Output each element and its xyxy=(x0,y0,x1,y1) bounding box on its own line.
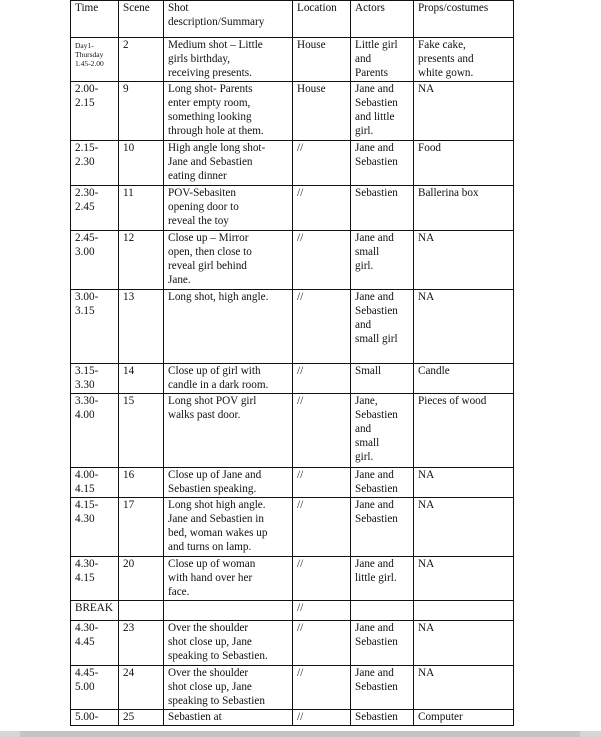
cell-actors: Small xyxy=(351,364,414,394)
cell-props: NA xyxy=(414,468,514,498)
cell-scene xyxy=(119,601,164,621)
cell-shot-description: Close up – Mirror open, then close to reveal girl behind Jane. xyxy=(164,231,293,290)
cell-time: 5.00- xyxy=(71,710,119,726)
table-row xyxy=(71,666,514,710)
cell-actors: Jane and Sebastien xyxy=(351,666,414,710)
cell-props: NA xyxy=(414,557,514,601)
cell-props: Ballerina box xyxy=(414,186,514,231)
table-row xyxy=(71,231,514,290)
header-scene: Scene xyxy=(119,1,164,38)
cell-actors: Jane and little girl. xyxy=(351,557,414,601)
cell-actors: Little girl and Parents xyxy=(351,38,414,82)
cell-scene: 9 xyxy=(119,82,164,141)
shooting-schedule-table xyxy=(70,0,514,726)
cell-time: 2.30- 2.45 xyxy=(71,186,119,231)
cell-location: House xyxy=(293,82,351,141)
cell-location: // xyxy=(293,621,351,666)
header-props: Props/costumes xyxy=(414,1,514,38)
cell-time: 4.45- 5.00 xyxy=(71,666,119,710)
cell-scene: 10 xyxy=(119,141,164,186)
cell-shot-description: Long shot- Parents enter empty room, something looking through hole at them. xyxy=(164,82,293,141)
cell-shot-description: POV-Sebasiten opening door to reveal the toy xyxy=(164,186,293,231)
cell-time: 2.45- 3.00 xyxy=(71,231,119,290)
cell-props: Computer xyxy=(414,710,514,726)
cell-location: // xyxy=(293,666,351,710)
cell-actors: Jane and small girl. xyxy=(351,231,414,290)
table-row xyxy=(71,290,514,364)
header-actors: Actors xyxy=(351,1,414,38)
cell-shot-description: Long shot POV girl walks past door. xyxy=(164,394,293,468)
header-row xyxy=(71,1,514,38)
cell-scene: 16 xyxy=(119,468,164,498)
table-row xyxy=(71,498,514,557)
cell-shot-description: Close up of girl with candle in a dark room. xyxy=(164,364,293,394)
cell-time: 2.00- 2.15 xyxy=(71,82,119,141)
table-row xyxy=(71,82,514,141)
cell-actors: Jane, Sebastien and small girl. xyxy=(351,394,414,468)
scrollbar-thumb[interactable] xyxy=(20,731,580,737)
table-row xyxy=(71,557,514,601)
cell-actors: Jane and Sebastien xyxy=(351,468,414,498)
cell-time: 3.30- 4.00 xyxy=(71,394,119,468)
cell-props: NA xyxy=(414,498,514,557)
cell-shot-description: Over the shoulder shot close up, Jane speaking to Sebastien. xyxy=(164,621,293,666)
cell-location: // xyxy=(293,601,351,621)
cell-props: Fake cake, presents and white gown. xyxy=(414,38,514,82)
cell-location: // xyxy=(293,710,351,726)
cell-scene: 14 xyxy=(119,364,164,394)
header-shot-description: Shot description/Summary xyxy=(164,1,293,38)
cell-scene: 11 xyxy=(119,186,164,231)
cell-actors: Jane and Sebastien xyxy=(351,141,414,186)
cell-location: // xyxy=(293,498,351,557)
cell-location: House xyxy=(293,38,351,82)
cell-props: NA xyxy=(414,82,514,141)
cell-location: // xyxy=(293,394,351,468)
cell-shot-description: High angle long shot- Jane and Sebastien eating dinner xyxy=(164,141,293,186)
cell-time: BREAK xyxy=(71,601,119,621)
cell-scene: 23 xyxy=(119,621,164,666)
cell-time: 4.15- 4.30 xyxy=(71,498,119,557)
cell-shot-description: Close up of woman with hand over her face. xyxy=(164,557,293,601)
cell-location: // xyxy=(293,468,351,498)
cell-location: // xyxy=(293,290,351,364)
cell-props: NA xyxy=(414,231,514,290)
cell-location: // xyxy=(293,186,351,231)
cell-scene: 15 xyxy=(119,394,164,468)
cell-actors: Jane and Sebastien xyxy=(351,621,414,666)
cell-actors: Jane and Sebastien and small girl xyxy=(351,290,414,364)
cell-props xyxy=(414,601,514,621)
cell-time: 4.30- 4.45 xyxy=(71,621,119,666)
cell-scene: 20 xyxy=(119,557,164,601)
cell-time: 3.15- 3.30 xyxy=(71,364,119,394)
header-time: Time xyxy=(71,1,119,38)
cell-shot-description: Long shot, high angle. xyxy=(164,290,293,364)
cell-shot-description: Medium shot – Little girls birthday, receiving presents. xyxy=(164,38,293,82)
header-location: Location xyxy=(293,1,351,38)
cell-actors: Sebastien xyxy=(351,186,414,231)
cell-shot-description: Over the shoulder shot close up, Jane speaking to Sebastien xyxy=(164,666,293,710)
cell-time: Day1- Thursday 1.45-2.00 xyxy=(71,38,119,82)
cell-shot-description: Long shot high angle. Jane and Sebastien in bed, woman wakes up and turns on lamp. xyxy=(164,498,293,557)
cell-props: NA xyxy=(414,621,514,666)
cell-time: 4.30- 4.15 xyxy=(71,557,119,601)
cell-props: NA xyxy=(414,290,514,364)
cell-time: 4.00- 4.15 xyxy=(71,468,119,498)
horizontal-scrollbar[interactable] xyxy=(0,731,601,737)
cell-scene: 17 xyxy=(119,498,164,557)
cell-shot-description: Sebastien at xyxy=(164,710,293,726)
cell-shot-description: Close up of Jane and Sebastien speaking. xyxy=(164,468,293,498)
table-row xyxy=(71,186,514,231)
cell-time: 3.00- 3.15 xyxy=(71,290,119,364)
cell-scene: 24 xyxy=(119,666,164,710)
table-row xyxy=(71,710,514,726)
table-row xyxy=(71,38,514,82)
cell-scene: 12 xyxy=(119,231,164,290)
table-row xyxy=(71,141,514,186)
cell-props: NA xyxy=(414,666,514,710)
cell-props: Candle xyxy=(414,364,514,394)
table-row xyxy=(71,364,514,394)
cell-props: Pieces of wood xyxy=(414,394,514,468)
table-row xyxy=(71,468,514,498)
cell-actors: Sebastien xyxy=(351,710,414,726)
cell-location: // xyxy=(293,364,351,394)
table-row xyxy=(71,621,514,666)
cell-location: // xyxy=(293,557,351,601)
cell-shot-description xyxy=(164,601,293,621)
cell-scene: 25 xyxy=(119,710,164,726)
cell-location: // xyxy=(293,231,351,290)
table-row xyxy=(71,394,514,468)
cell-actors xyxy=(351,601,414,621)
cell-time: 2.15- 2.30 xyxy=(71,141,119,186)
cell-scene: 13 xyxy=(119,290,164,364)
cell-actors: Jane and Sebastien and little girl. xyxy=(351,82,414,141)
cell-actors: Jane and Sebastien xyxy=(351,498,414,557)
table-row xyxy=(71,601,514,621)
cell-scene: 2 xyxy=(119,38,164,82)
cell-props: Food xyxy=(414,141,514,186)
cell-location: // xyxy=(293,141,351,186)
